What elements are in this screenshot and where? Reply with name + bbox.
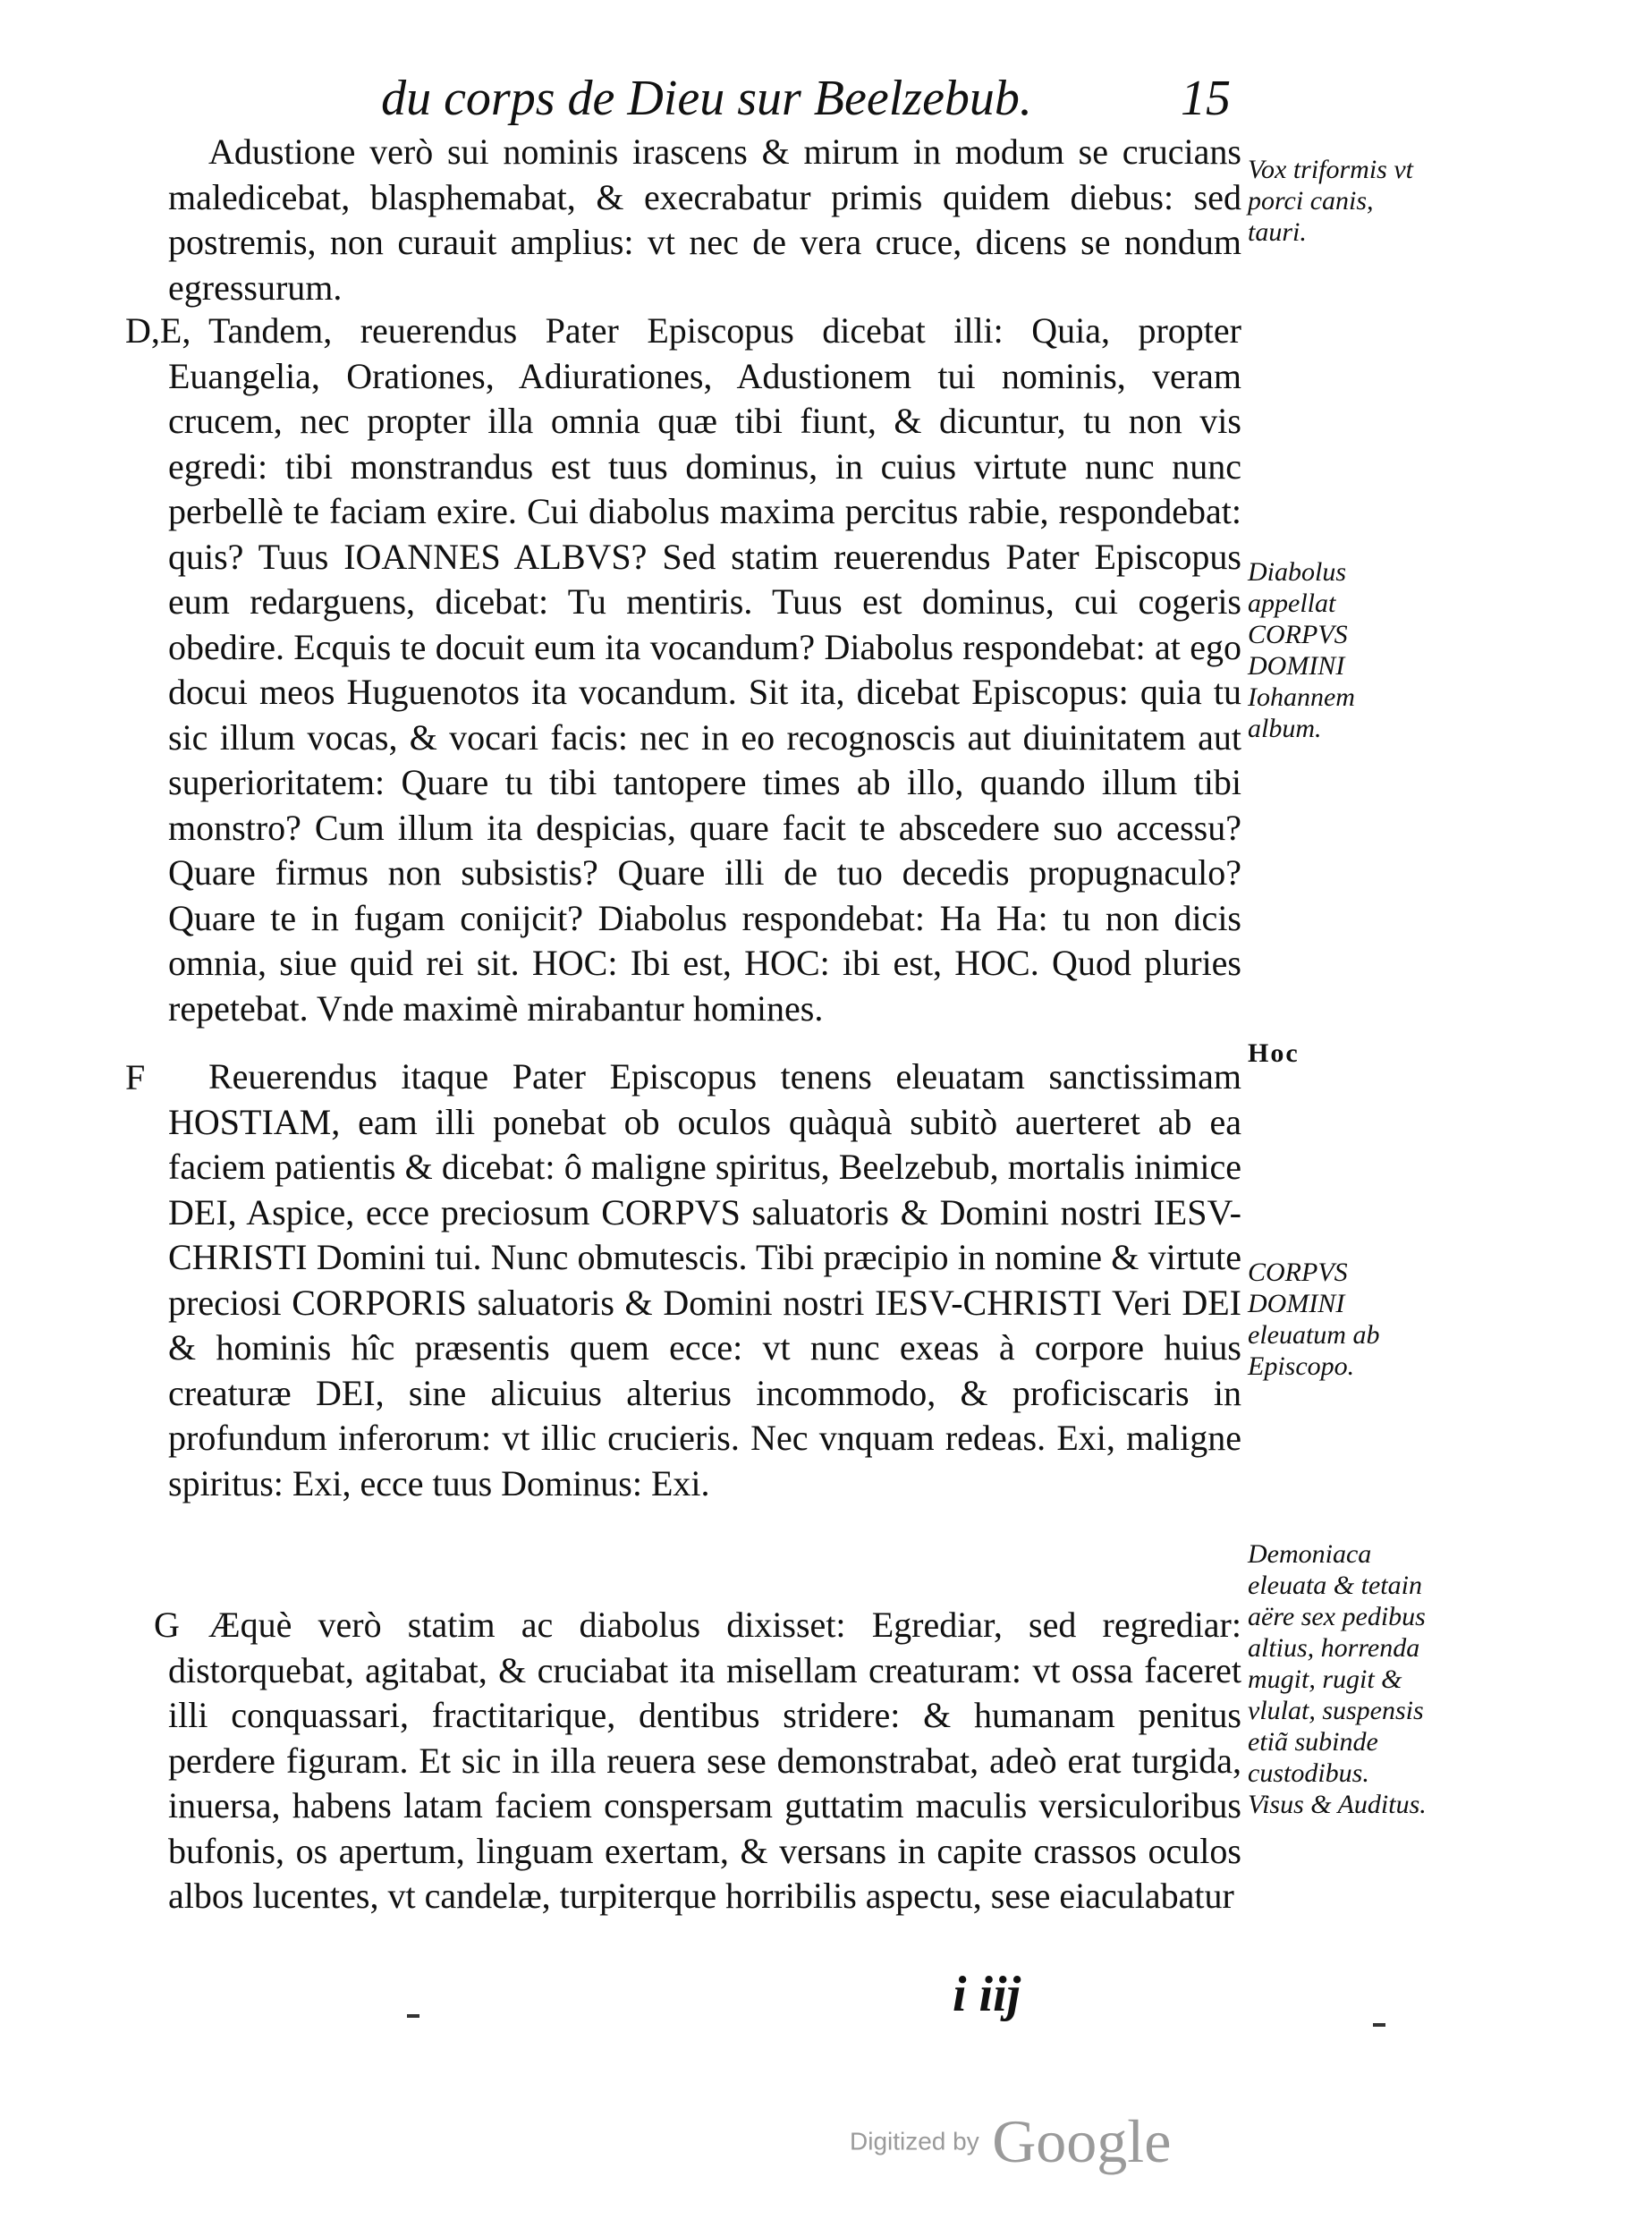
google-logo: Google: [992, 2107, 1172, 2175]
paragraph-marker-g: G: [154, 1605, 180, 1645]
paragraph-marker-de: D,E,: [125, 310, 191, 351]
paragraph-marker-f: F: [125, 1057, 146, 1097]
paragraph-2: Tandem, reuerendus Pater Episcopus dicebat illi: Quia, propter Euangelia, Orationes, Adiurationes, Adustionem tui nominis, veram crucem, nec propter illa omnia quæ tibi fiunt, & dicuntur, tu non vis egredi: tibi monstrandus est tuus dominus, in cuius virtute nunc nunc perbellè te faciam exire. Cui diabolus maxima percitus rabie, respondebat: quis? Tuus IOANNES ALBVS? Sed statim reuerendus Pater Episcopus eum redarguens, dicebat: Tu mentiris. Tuus est dominus, cui cogeris obedire. Ecquis te docuit eum ita vocandum? Diabolus respondebat: at ego docui meos Huguenotos ita vocandum. Sit ita, dicebat Episcopus: quia tu sic illum vocas, & vocari facis: nec in eo recognoscis aut diuinitatem aut superioritatem: Quare tu tibi tantopere times ab illo, quando illum tibi monstro? Cum illum ita despicias, quare facit te abscedere suo accessu? Quare firmus non subsistis? Quare illi de tuo decedis propugnaculo? Quare te in fugam conijcit? Diabolus respondebat: Ha Ha: tu non dicis omnia, siue quid rei sit. HOC: Ibi est, HOC: ibi est, HOC. Quod pluries repetebat. Vnde maximè mirabantur homines.: [168, 310, 1241, 1029]
catchword: i iij: [953, 1967, 1021, 2022]
paragraph-1: Adustione verò sui nominis irascens & mirum in modum se crucians maledicebat, blasphemabat, & execrabatur primis quidem diebus: sed postremis, non curauit amplius: vt nec de vera cruce, dicens se nondum egressurum.: [168, 131, 1241, 308]
marginal-note-corpus: CORPVS DOMINI eleuatum ab Episcopo.: [1248, 1258, 1380, 1381]
marginal-note-hoc: Hoc: [1248, 1038, 1300, 1068]
main-text-block: [168, 130, 1241, 1919]
marginal-note-vox: Vox triformis vt porci canis, tauri.: [1248, 155, 1413, 247]
watermark-caption: Digitized by: [850, 2127, 979, 2156]
ink-mark: [407, 2014, 419, 2018]
paragraph-4: Æquè verò statim ac diabolus dixisset: Egrediar, sed regrediar: distorquebat, agitabat, & cruciabat ita misellam creaturam: vt ossa faceret illi conquassari, fractitarique, dentibus stridere: & humanam penitus perdere figuram. Et sic in illa reuera sese demonstrabat, adeò erat turgida, inuersa, habens latam faciem conspersam guttatim maculis versiculoribus bufonis, os apertum, linguam exertam, & versans in capite crassos oculos albos lucentes, vt candelæ, turpiterque horribilis aspectu, sese eiaculabatur: [168, 1605, 1241, 1916]
marginal-note-diabolus: Diabolus appellat CORPVS DOMINI Iohannem album.: [1248, 557, 1355, 743]
paragraph-3: Reuerendus itaque Pater Episcopus tenens eleuatam sanctissimam HOSTIAM, eam illi ponebat ob oculos quàquà subitò auerteret ab ea faciem patientis & dicebat: ô maligne spiritus, Beelzebub, mortalis inimice DEI, Aspice, ecce preciosum CORPVS saluatoris & Domini nostri IESV-CHRISTI Domini tui. Nunc obmutescis. Tibi præcipio in nomine & virtute preciosi CORPORIS saluatoris & Domini nostri IESV-CHRISTI Veri DEI & hominis hîc præsentis quem ecce: vt nunc exeas à corpore huius creaturæ DEI, sine alicuius alterius incommodo, & proficiscaris in profundum inferorum: vt illic crucieris. Nec vnquam redeas. Exi, maligne spiritus: Exi, ecce tuus Dominus: Exi.: [168, 1056, 1241, 1503]
ink-mark: [1373, 2023, 1385, 2027]
marginal-note-demoniaca: Demoniaca eleuata & tetain aëre sex pedibus altius, horrenda mugit, rugit & vlulat, suspensis etiã subinde custodibus. Visus & Auditus.: [1248, 1539, 1427, 1819]
digitized-watermark: [850, 2106, 1171, 2177]
running-title: du corps de Dieu sur Beelzebub.: [381, 71, 1032, 126]
page-number: 15: [1181, 71, 1231, 126]
